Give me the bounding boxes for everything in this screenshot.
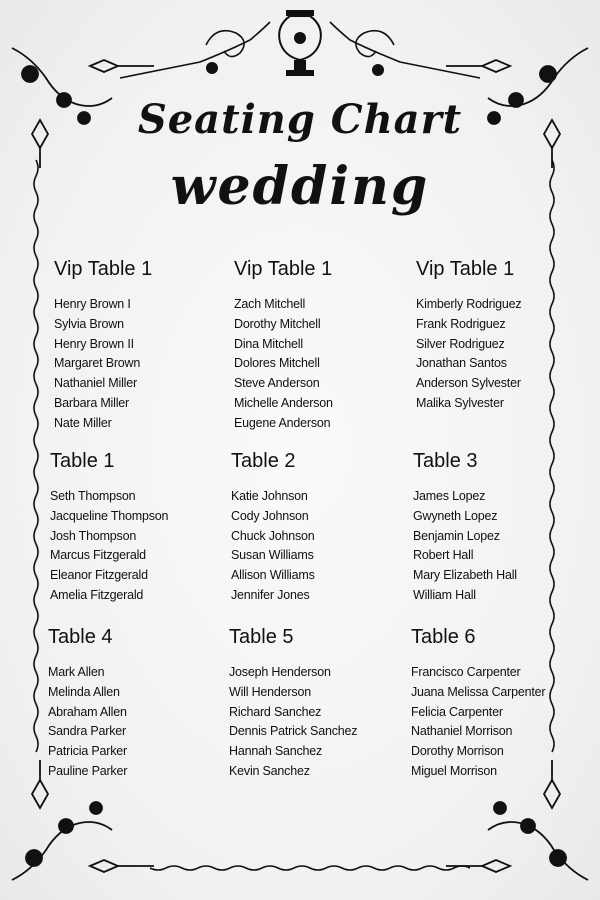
guest-name: Barbara Miller: [54, 395, 130, 410]
guest-name: Mary Elizabeth Hall: [413, 568, 517, 583]
bottom-border-line: [150, 866, 470, 870]
guest-name: Melinda Allen: [48, 684, 120, 699]
guest-name: Jennifer Jones: [231, 587, 310, 602]
guest-name: Cody Johnson: [231, 508, 309, 523]
guest-name: Patricia Parker: [48, 744, 127, 759]
guest-name: Will Henderson: [229, 684, 311, 699]
guest-name: Jacqueline Thompson: [50, 508, 169, 523]
guest-name: Felicia Carpenter: [411, 704, 503, 719]
guest-name: Sandra Parker: [48, 724, 126, 739]
table-block: [413, 450, 583, 606]
guest-name: Katie Johnson: [231, 489, 308, 503]
guest-name: Hannah Sanchez: [229, 744, 323, 759]
guest-name: Henry Brown II: [54, 336, 134, 351]
table-block: [234, 258, 404, 434]
guest-name: Kimberly Rodriguez: [416, 297, 522, 311]
guest-name: Abraham Allen: [48, 704, 127, 719]
table-block: [229, 626, 399, 782]
guest-name: Robert Hall: [413, 548, 474, 563]
table-block: [231, 450, 401, 606]
guest-name: Amelia Fitzgerald: [50, 587, 144, 602]
guest-name: Malika Sylvester: [416, 395, 504, 410]
table-name: Table 4: [48, 626, 113, 648]
vase-ornament: [279, 10, 321, 76]
guest-name: Dennis Patrick Sanchez: [229, 724, 358, 739]
guest-name: Richard Sanchez: [229, 704, 322, 719]
guest-name: Seth Thompson: [50, 489, 136, 503]
table-name: Vip Table 1: [54, 258, 153, 280]
guest-name: Miguel Morrison: [411, 763, 497, 778]
guest-name: Zach Mitchell: [234, 297, 306, 311]
page-subtitle: wedding: [170, 156, 430, 217]
guest-name: Marcus Fitzgerald: [50, 548, 146, 563]
guest-name: Joseph Henderson: [229, 665, 331, 679]
guest-name: Eleanor Fitzgerald: [50, 568, 148, 583]
guest-name: Pauline Parker: [48, 763, 128, 778]
left-border-line: [34, 160, 38, 752]
guest-name: Nate Miller: [54, 415, 112, 430]
guest-name: Juana Melissa Carpenter: [411, 684, 546, 699]
guest-name: Dorothy Morrison: [411, 744, 504, 759]
guest-name: Steve Anderson: [234, 376, 320, 391]
guest-name: Francisco Carpenter: [411, 665, 521, 679]
guest-name: Sylvia Brown: [54, 316, 124, 331]
table-block: [48, 626, 218, 782]
guest-name: Josh Thompson: [50, 528, 137, 543]
table-name: Table 5: [229, 626, 294, 648]
table-name: Vip Table 1: [234, 258, 333, 280]
guest-name: Anderson Sylvester: [416, 376, 521, 391]
table-name: Table 2: [231, 450, 296, 472]
table-block: [416, 258, 586, 414]
guest-name: Allison Williams: [231, 568, 315, 583]
guest-name: Nathaniel Miller: [54, 376, 137, 391]
guest-name: William Hall: [413, 587, 476, 602]
guest-name: Frank Rodriguez: [416, 316, 506, 331]
guest-name: James Lopez: [413, 489, 486, 503]
guest-name: Dorothy Mitchell: [234, 316, 321, 331]
guest-name: Eugene Anderson: [234, 415, 331, 430]
table-name: Table 1: [50, 450, 115, 472]
guest-name: Kevin Sanchez: [229, 763, 310, 778]
guest-name: Benjamin Lopez: [413, 528, 500, 543]
guest-name: Henry Brown I: [54, 297, 131, 311]
table-name: Vip Table 1: [416, 258, 515, 280]
table-block: [411, 626, 581, 782]
guest-name: Margaret Brown: [54, 356, 141, 371]
guest-name: Michelle Anderson: [234, 395, 333, 410]
guest-name: Silver Rodriguez: [416, 336, 505, 351]
table-block: [54, 258, 224, 434]
guest-name: Dolores Mitchell: [234, 356, 320, 371]
guest-name: Jonathan Santos: [416, 356, 507, 371]
guest-name: Gwyneth Lopez: [413, 508, 498, 523]
page-title: Seating Chart: [137, 96, 463, 143]
guest-name: Mark Allen: [48, 665, 105, 679]
table-name: Table 6: [411, 626, 476, 648]
guest-name: Nathaniel Morrison: [411, 724, 513, 739]
guest-name: Susan Williams: [231, 548, 314, 563]
table-name: Table 3: [413, 450, 478, 472]
guest-name: Dina Mitchell: [234, 336, 303, 351]
guest-name: Chuck Johnson: [231, 528, 315, 543]
table-block: [50, 450, 220, 606]
